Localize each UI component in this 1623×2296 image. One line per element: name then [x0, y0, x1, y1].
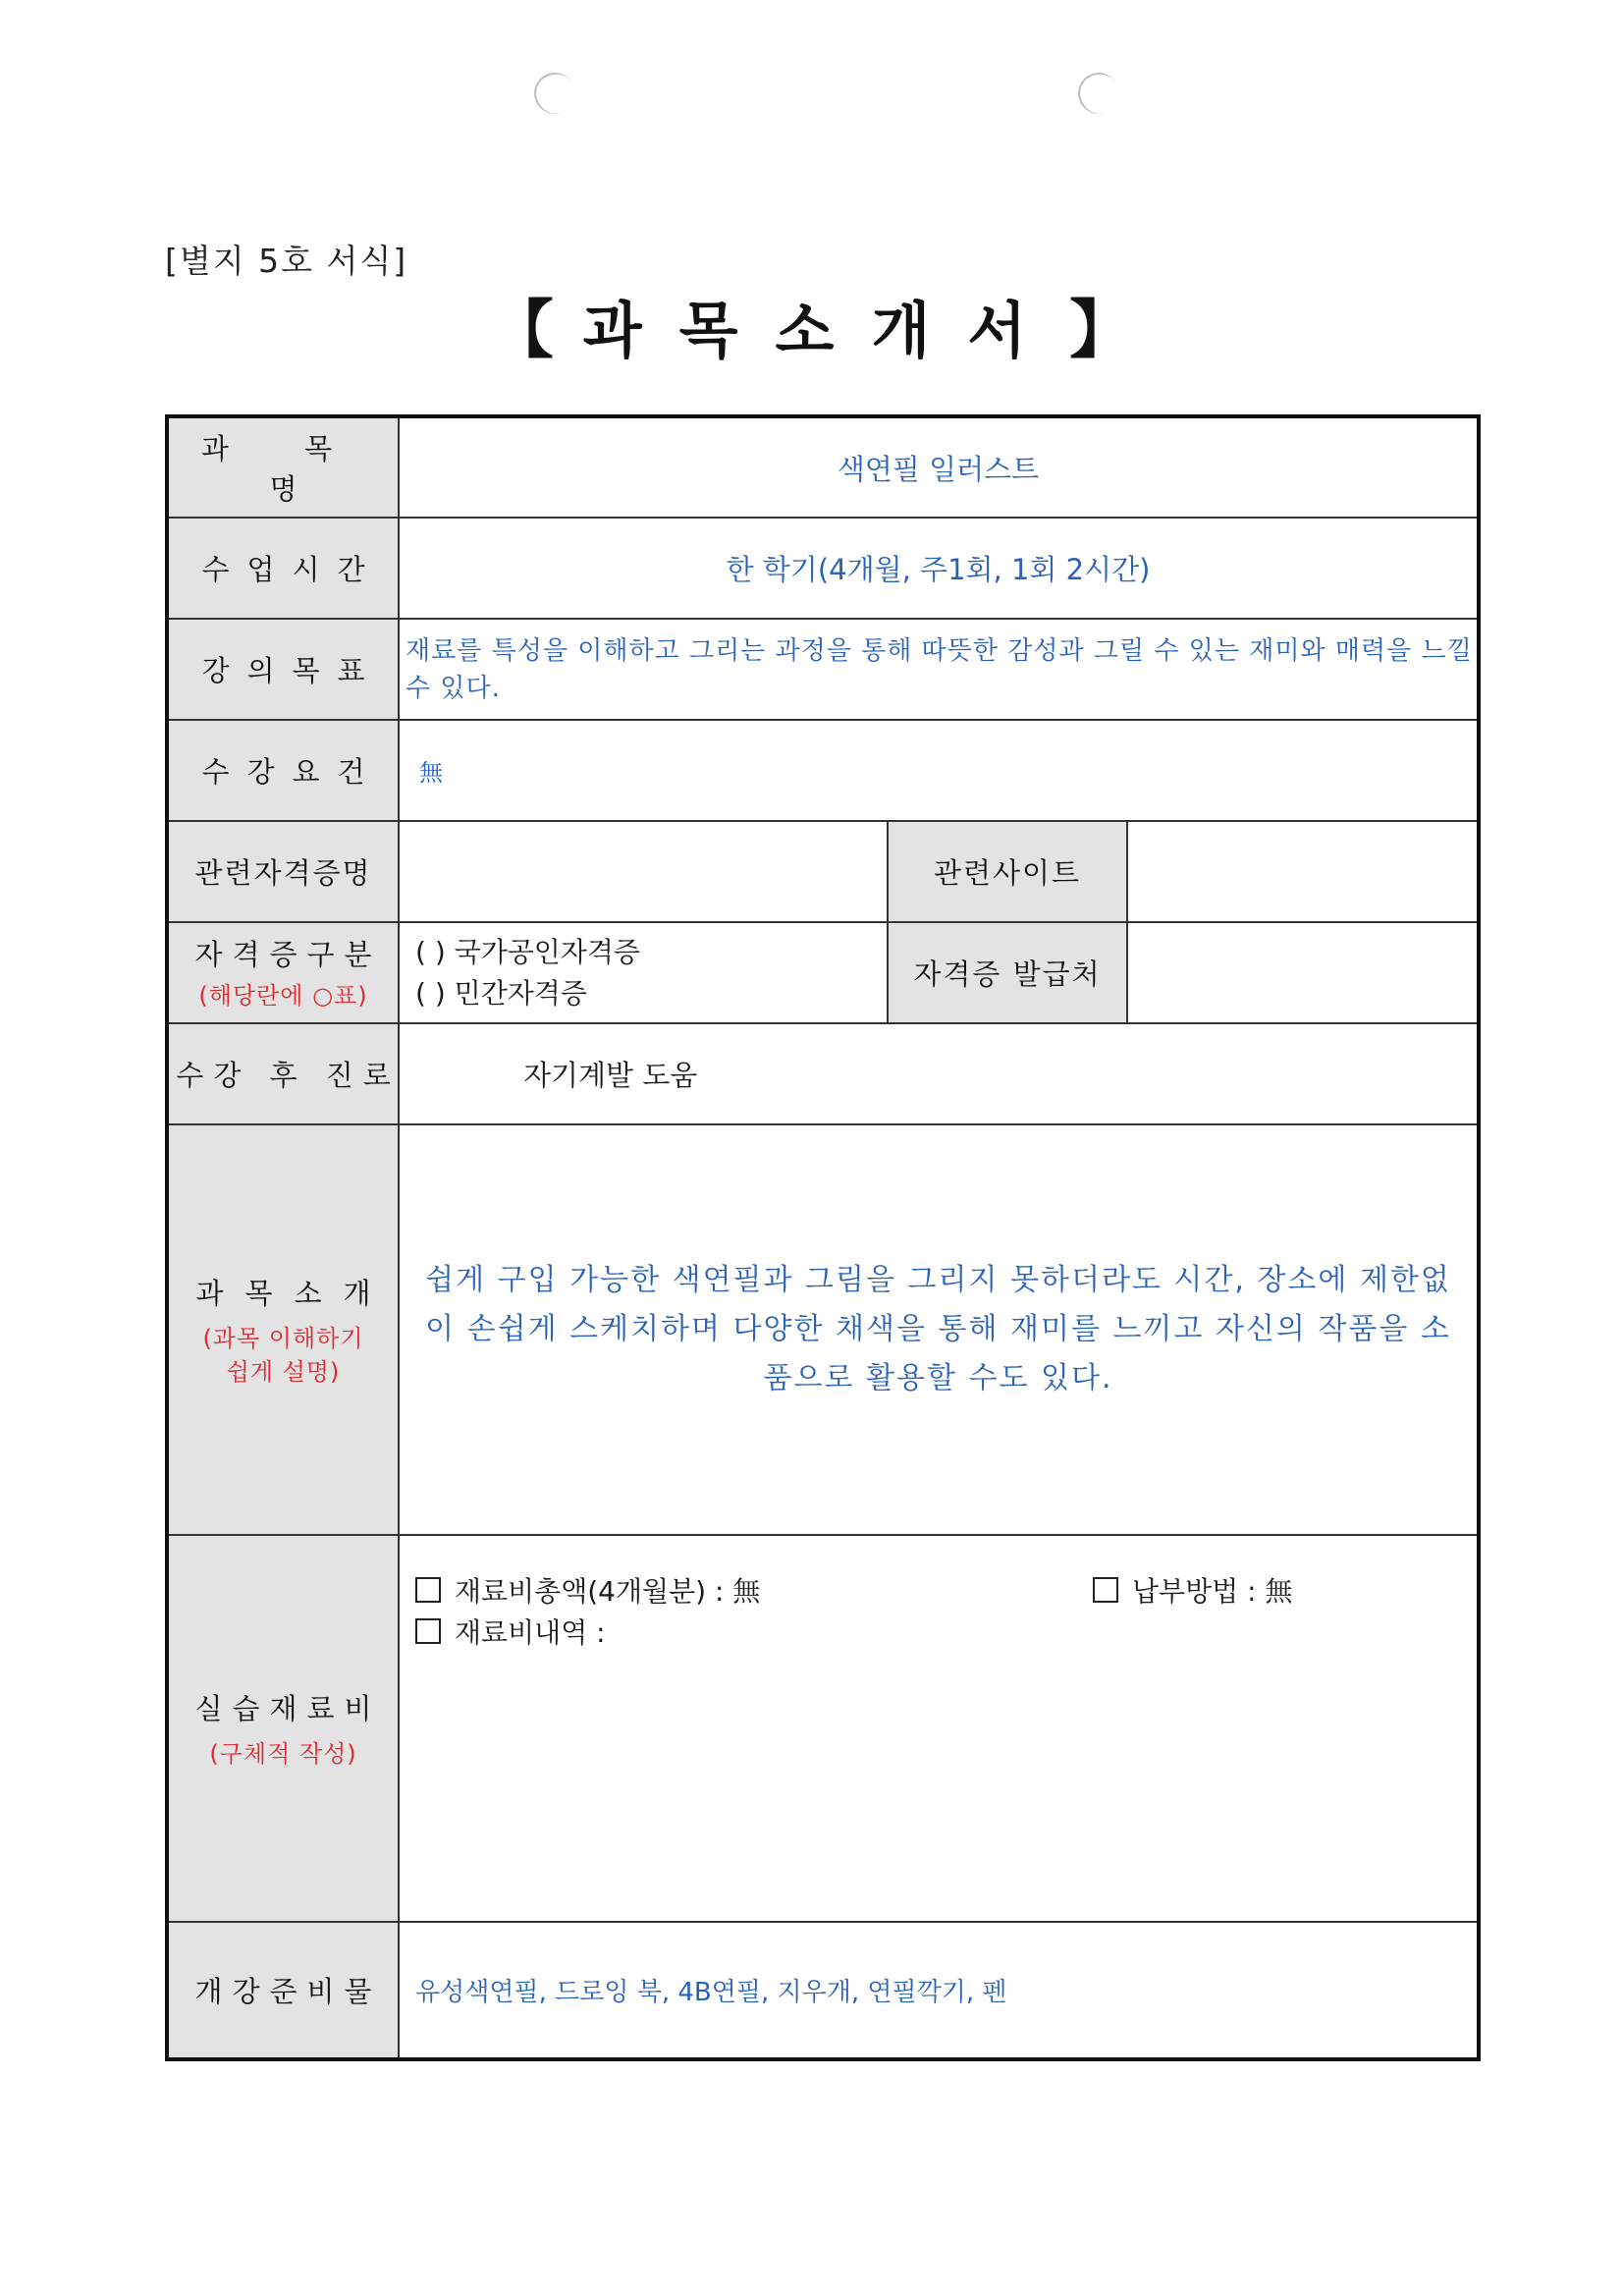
value-subject-name: 색연필 일러스트 — [399, 416, 1479, 518]
materials-detail: 재료비내역 : — [455, 1616, 606, 1649]
label-class-time: 수업시간 — [167, 518, 399, 619]
label-career: 수강 후 진로 — [167, 1023, 399, 1124]
row-career — [167, 1023, 1479, 1124]
document-title — [0, 280, 1623, 370]
punch-hole-left — [528, 67, 581, 120]
label-requirements: 수강요건 — [167, 720, 399, 821]
value-intro: 쉽게 구입 가능한 색연필과 그림을 그리지 못하더라도 시간, 장소에 제한없이 손쉽게 스케치하며 다양한 채색을 통해 재미를 느끼고 자신의 작품을 소품으로 활용할 수도 있다. — [399, 1124, 1479, 1535]
row-class-time — [167, 518, 1479, 619]
value-cert-issuer — [1127, 922, 1479, 1023]
label-cert-type-note: (해당란에 ○표) — [198, 982, 368, 1010]
label-related-site: 관련사이트 — [888, 821, 1127, 922]
course-form-table — [165, 414, 1481, 2061]
materials-payment: 납부방법 : 無 — [1132, 1575, 1293, 1608]
materials-line-1 — [415, 1571, 1477, 1613]
punch-hole-right — [1072, 67, 1125, 120]
label-objective: 강의목표 — [167, 619, 399, 720]
materials-payment-group — [1093, 1571, 1292, 1613]
checkbox-detail[interactable] — [415, 1618, 441, 1644]
value-related-site — [1127, 821, 1479, 922]
label-cert-type: 자격증구분 (해당란에 ○표) — [167, 922, 399, 1023]
label-cert-issuer: 자격증 발급처 — [888, 922, 1127, 1023]
label-materials: 실습재료비 (구체적 작성) — [167, 1535, 399, 1922]
row-requirements — [167, 720, 1479, 821]
label-intro: 과목소개 (과목 이해하기 쉽게 설명) — [167, 1124, 399, 1535]
materials-content — [399, 1535, 1479, 1922]
checkbox-total[interactable] — [415, 1577, 441, 1603]
row-subject-name — [167, 416, 1479, 518]
title-text: 과목소개서 — [582, 295, 1064, 366]
option-private-cert: ( ) 민간자격증 — [415, 976, 587, 1010]
option-national-cert: ( ) 국가공인자격증 — [415, 935, 640, 968]
value-class-time: 한 학기(4개월, 주1회, 1회 2시간) — [399, 518, 1479, 619]
label-subject-name: 과 목 명 — [167, 416, 399, 518]
row-objective — [167, 619, 1479, 720]
title-bracket-open: 【 — [490, 295, 554, 367]
cert-type-options — [399, 922, 888, 1023]
row-cert-name — [167, 821, 1479, 922]
label-supplies: 개강준비물 — [167, 1922, 399, 2059]
value-supplies: 유성색연필, 드로잉 북, 4B연필, 지우개, 연필깍기, 펜 — [399, 1922, 1479, 2059]
checkbox-payment[interactable] — [1093, 1577, 1118, 1603]
row-supplies — [167, 1922, 1479, 2059]
value-career: 자기계발 도움 — [399, 1023, 1479, 1124]
value-objective: 재료를 특성을 이해하고 그리는 과정을 통해 따뜻한 감성과 그릴 수 있는 재미와 매력을 느낄 수 있다. — [399, 619, 1479, 720]
label-intro-note: (과목 이해하기 쉽게 설명) — [202, 1324, 364, 1386]
row-materials — [167, 1535, 1479, 1922]
label-cert-name: 관련자격증명 — [167, 821, 399, 922]
row-intro — [167, 1124, 1479, 1535]
row-cert-type — [167, 922, 1479, 1023]
label-materials-note: (구체적 작성) — [209, 1739, 357, 1768]
value-cert-name — [399, 821, 888, 922]
form-code: [별지 5호 서식] — [165, 242, 408, 280]
materials-total: 재료비총액(4개월분) : 無 — [455, 1575, 761, 1608]
title-bracket-close: 】 — [1069, 295, 1133, 367]
value-requirements: 無 — [399, 720, 1479, 821]
materials-line-2 — [415, 1613, 1477, 1654]
